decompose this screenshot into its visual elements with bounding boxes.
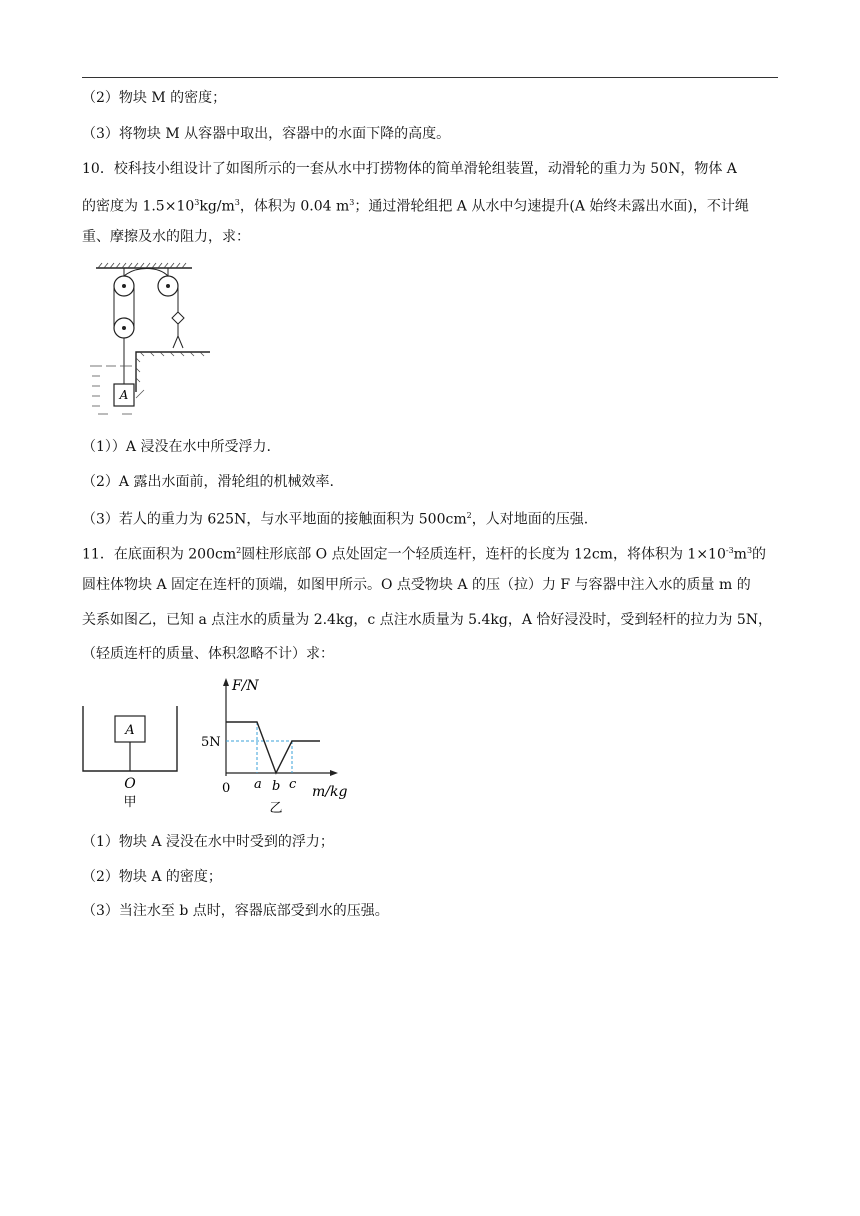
x-axis-arrow: [330, 770, 338, 776]
q11-part2: （2）物块 A 的密度；: [82, 869, 222, 885]
block-a-label: A: [125, 723, 135, 738]
y-axis-label: F/N: [232, 678, 259, 694]
q10-line3: 重、摩擦及水的阻力，求：: [82, 229, 250, 245]
origin-label: 0: [222, 781, 231, 796]
x-tick-b: b: [272, 779, 281, 794]
q11-line3: 关系如图乙，已知 a 点注水的质量为 2.4kg，c 点注水质量为 5.4kg，A 恰好浸没时，受到轻杆的拉力为 5N，: [82, 612, 773, 628]
x-tick-c: c: [289, 777, 297, 792]
q11-figures: [80, 676, 360, 826]
q9-part3: （3）将物块 M 从容器中取出，容器中的水面下降的高度。: [82, 126, 451, 142]
q10-part3: （3）若人的重力为 625N，与水平地面的接触面积为 $500cm^2$，人对地面的压强.: [82, 511, 589, 528]
point-o-label: O: [124, 776, 136, 792]
q11-line4: （轻质连杆的质量、体积忽略不计）求：: [82, 646, 334, 662]
q11-line2: 圆柱体物块 A 固定在连杆的顶端，如图甲所示。O 点受物块 A 的压（拉）力 F 与容器中注入水的质量 m 的: [82, 577, 751, 593]
y-tick-5n: 5N: [201, 735, 221, 750]
header-rule: [82, 77, 778, 78]
container-figure: [83, 706, 177, 810]
x-tick-a: a: [254, 777, 262, 792]
q10-part1: （1））A 浸没在水中所受浮力.: [82, 439, 271, 455]
q9-part2: （2）物块 M 的密度；: [82, 90, 227, 106]
block-a-label: A: [119, 388, 129, 402]
q10-line2: 的密度为 $1.5\times 10^3kg/m^3$，体积为 0.04 $m^3$；通过滑轮组把 A 从水中匀速提升(A 始终未露出水面)，不计绳: [82, 198, 749, 215]
q11-line1: 11．在底面积为 $200cm^2$圆柱形底部 O 点处固定一个轻质连杆，连杆的长度为 12cm，将体积为 $1\times 10^{-3}m^3$的: [82, 546, 767, 563]
q11-part1: （1）物块 A 浸没在水中时受到的浮力；: [82, 834, 334, 850]
force-curve: [226, 722, 320, 773]
x-axis-label: m/kg: [312, 784, 348, 800]
y-axis-arrow: [223, 678, 229, 686]
pulley-system-figure: [88, 262, 218, 418]
q10-part2: （2）A 露出水面前，滑轮组的机械效率.: [82, 474, 334, 490]
q11-part3: （3）当注水至 b 点时，容器底部受到水的压强。: [82, 903, 389, 919]
figure-jia-caption: 甲: [123, 795, 137, 810]
figure-yi-caption: 乙: [269, 801, 283, 816]
q10-line1: 10．校科技小组设计了如图所示的一套从水中打捞物体的简单滑轮组装置，动滑轮的重力为 50N，物体 A: [82, 161, 737, 177]
force-mass-graph: [201, 678, 347, 816]
